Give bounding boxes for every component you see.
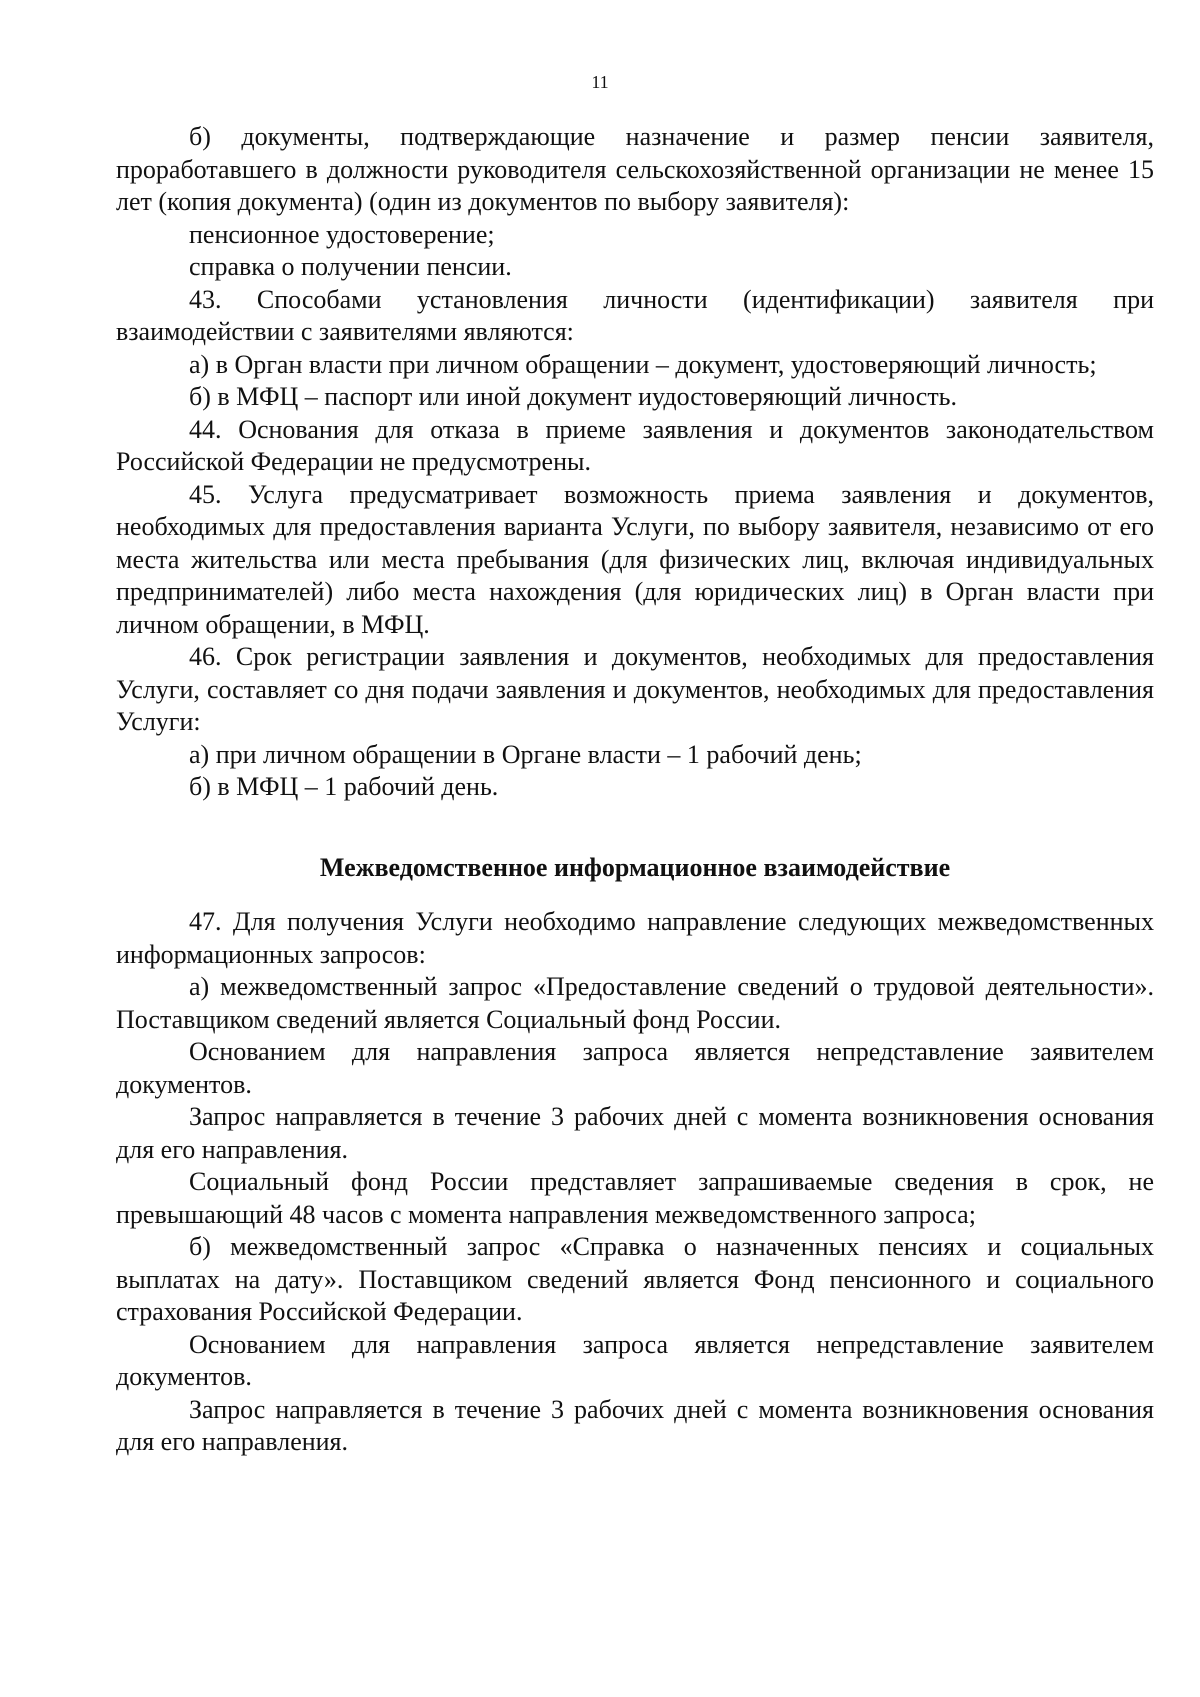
paragraph-43b: б) в МФЦ – паспорт или иной документ иудостоверяющий личность.: [189, 382, 958, 411]
paragraph-46: 46. Срок регистрации заявления и документов, необходимых для предоставления Услуги, составляет со дня подачи заявления и документов, необходимых для предоставления Услуги:: [116, 642, 1154, 736]
paragraph-47b: б) межведомственный запрос «Справка о назначенных пенсиях и социальных выплатах на дату». Поставщиком сведений является Фонд пенсионного и социального страхования Российской Федерации.: [116, 1232, 1154, 1326]
paragraph-47a: а) межведомственный запрос «Предоставление сведений о трудовой деятельности». Поставщиком сведений является Социальный фонд России.: [116, 972, 1154, 1034]
paragraph-45: 45. Услуга предусматривает возможность приема заявления и документов, необходимых для предоставления варианта Услуги, по выбору заявителя, независимо от его места жительства или места пребывания (для физических лиц, включая индивидуальных предпринимателей) либо места нахождения (для юридических лиц) в Орган власти при личном обращении, в МФЦ.: [116, 479, 1154, 639]
paragraph-43a: а) в Орган власти при личном обращении – документ, удостоверяющий личность;: [189, 349, 1097, 379]
section-heading: Межведомственное информационное взаимодействие: [319, 852, 951, 882]
paragraph-46b: б) в МФЦ – 1 рабочий день.: [189, 772, 499, 801]
paragraph-46a: а) при личном обращении в Органе власти – 1 рабочий день;: [189, 739, 862, 769]
paragraph-47b-deadline: Запрос направляется в течение 3 рабочих дней с момента возникновения основания для его направления.: [116, 1394, 1154, 1456]
list-item-pension-statement: справка о получении пенсии.: [189, 252, 512, 281]
paragraph-43b-documents: б) документы, подтверждающие назначение и размер пенсии заявителя, проработавшего в должности руководителя сельскохозяйственной организации не менее 15 лет (копия документа) (один из документов по выбору заявителя):: [116, 122, 1154, 216]
spacer: [116, 884, 1154, 906]
list-item-pension-certificate: пенсионное удостоверение;: [189, 219, 495, 249]
paragraph-47a-basis: Основанием для направления запроса является непредставление заявителем документов.: [116, 1037, 1154, 1099]
paragraph-47a-response: Социальный фонд России представляет запрашиваемые сведения в срок, не превышающий 48 часов с момента направления межведомственного запроса;: [116, 1167, 1154, 1229]
paragraph-47a-deadline: Запрос направляется в течение 3 рабочих дней с момента возникновения основания для его направления.: [116, 1102, 1154, 1164]
document-body: [116, 121, 1154, 1459]
paragraph-43: 43. Способами установления личности (идентификации) заявителя при взаимодействии с заявителями являются:: [116, 284, 1154, 346]
paragraph-47b-basis: Основанием для направления запроса является непредставление заявителем документов.: [116, 1329, 1154, 1391]
page-number: 11: [591, 72, 609, 92]
spacer: [116, 804, 1154, 852]
paragraph-44: 44. Основания для отказа в приеме заявления и документов законодательством Российской Федерации не предусмотрены.: [116, 414, 1154, 476]
paragraph-47: 47. Для получения Услуги необходимо направление следующих межведомственных информационных запросов:: [116, 907, 1154, 969]
